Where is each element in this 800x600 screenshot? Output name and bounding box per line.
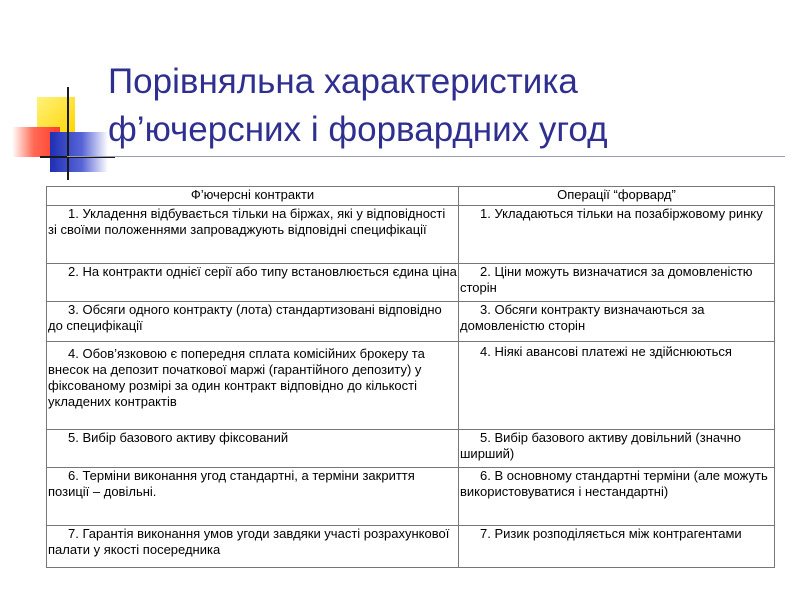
decorative-squares bbox=[0, 0, 110, 190]
futures-cell: 7. Гарантія виконання умов угоди завдяки участі розрахункової палати у якості посередника bbox=[47, 526, 459, 568]
table-row bbox=[47, 206, 775, 264]
futures-cell: 5. Вибір базового активу фіксований bbox=[47, 430, 459, 468]
table-row bbox=[47, 430, 775, 468]
futures-cell: 6. Терміни виконання угод стандартні, а терміни закриття позиції – довільні. bbox=[47, 468, 459, 526]
title-line-2: ф’ючерсних і форвардних угод bbox=[108, 110, 608, 149]
forward-cell: 7. Ризик розподіляється між контрагентами bbox=[459, 526, 775, 568]
blue-square-shape bbox=[50, 132, 108, 172]
forward-cell: 2. Ціни можуть визначатися за домовленістю сторін bbox=[459, 264, 775, 302]
table-row bbox=[47, 468, 775, 526]
slide-title bbox=[108, 58, 778, 154]
forward-cell: 4. Ніякі авансові платежі не здійснюються bbox=[459, 342, 775, 430]
futures-cell: 3. Обсяги одного контракту (лота) стандартизовані відповідно до специфікації bbox=[47, 302, 459, 342]
futures-cell: 1. Укладення відбувається тільки на біржах, які у відповідності зі своїми положеннями запроваджують відповідні специфікації bbox=[47, 206, 459, 264]
forward-cell: 5. Вибір базового активу довільний (значно ширший) bbox=[459, 430, 775, 468]
table-row bbox=[47, 264, 775, 302]
table-row bbox=[47, 302, 775, 342]
forward-cell: 6. В основному стандартні терміни (але можуть використовуватися і нестандартні) bbox=[459, 468, 775, 526]
header-forward: Операції “форвард” bbox=[459, 187, 775, 206]
forward-cell: 3. Обсяги контракту визначаються за домовленістю сторін bbox=[459, 302, 775, 342]
vertical-accent-line bbox=[67, 87, 69, 180]
forward-cell: 1. Укладаються тільки на позабіржовому ринку bbox=[459, 206, 775, 264]
futures-cell: 2. На контракти однієї серії або типу встановлюється єдина ціна bbox=[47, 264, 459, 302]
table-row bbox=[47, 342, 775, 430]
table-header-row bbox=[47, 187, 775, 206]
title-line-1: Порівняльна характеристика bbox=[108, 62, 578, 101]
comparison-table bbox=[46, 186, 775, 568]
header-futures: Ф’ючерсні контракти bbox=[47, 187, 459, 206]
futures-cell: 4. Обов’язковою є попередня сплата комісійних брокеру та внесок на депозит початкової маржі (гарантійного депозиту) у фіксованому розмірі за один контракт відповідно до кількості укладених контрактів bbox=[47, 342, 459, 430]
title-divider-line bbox=[67, 156, 785, 157]
table-row bbox=[47, 526, 775, 568]
